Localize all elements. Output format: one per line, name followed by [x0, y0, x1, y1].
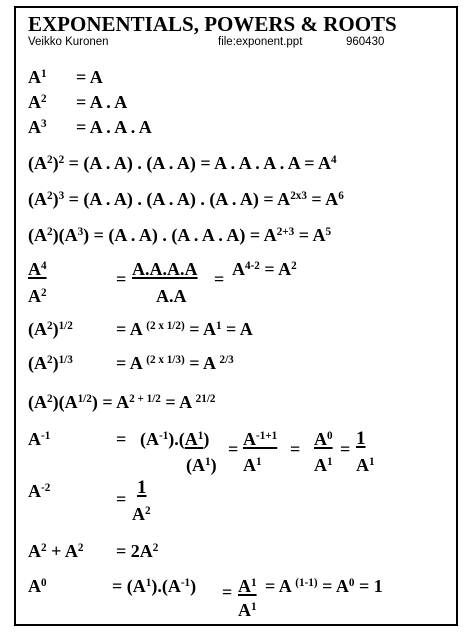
negative-exponent-g-num: $A^0$ — [314, 429, 333, 449]
equation-a2: $A^2$ — [28, 92, 47, 112]
negative-exponent-eq2: = — [228, 439, 239, 459]
equation-power-of-power-3: $(A^2)^3 = (A$ . A) . (A . A) . (A . $A) = A^{2x3} = A^6$ — [28, 189, 344, 209]
date-code: 960430 — [346, 36, 385, 48]
equation-a3: $A^3$ — [28, 117, 47, 137]
equation-square-root-rhs: = A $^{(2 x 1/2)} = A^1 = A$ — [116, 319, 253, 339]
negative-exponent-eq3: = — [290, 439, 301, 459]
negative-exponent-g-den: $A^1$ — [314, 455, 333, 475]
author: Veikko Kuronen — [28, 36, 109, 48]
quotient-middle-numerator: A.A.A.A — [132, 259, 198, 279]
equation-cube-root-lhs: $(A^2)^{1/3}$ — [28, 353, 73, 373]
reciprocal-square-eq: = — [116, 489, 127, 509]
sum-of-squares-rhs: = $2A^2$ — [116, 541, 159, 561]
negative-exponent-eq4: = — [340, 439, 351, 459]
equation-a3-rhs: = A . A . A — [76, 117, 152, 137]
quotient-equals-1: = — [116, 269, 127, 289]
quotient-middle-denominator: A.A — [156, 286, 187, 306]
quotient-equals-2: = — [214, 269, 225, 289]
zero-exponent-eq2: = — [222, 582, 233, 602]
equation-square-root-lhs: $(A^2)^{1/2}$ — [28, 319, 73, 339]
equation-a1-rhs: = A — [76, 67, 103, 87]
zero-exponent-product: = $(A^1).(A^{-1})$ — [112, 576, 197, 596]
equation-cube-root-rhs: = A $^{(2 x 1/3)}$ = A $^{2/3}$ — [116, 353, 234, 373]
negative-exponent-f-num: $A^{-1+1}$ — [243, 429, 278, 449]
negative-exponent-product: $(A^{-1}).(A^1)$ — [140, 429, 210, 449]
file-name: file:exponent.ppt — [218, 36, 303, 48]
quotient-denominator: $A^2$ — [28, 286, 47, 306]
quotient-result: $A^{4-2} = A^2$ — [232, 259, 297, 279]
zero-exponent-rhs: = A $^{(1-1)} = A^0 = 1$ — [265, 576, 383, 596]
equation-power-of-power-2: $(A^2)^2 = (A$ . A) . (A . A) = A . A . A . $A = A^4$ — [28, 153, 337, 173]
sum-of-squares-lhs: $A^2 + A^2$ — [28, 541, 84, 561]
equation-product-of-powers: $(A^2)(A^3) = (A$ . A) . (A . A . $A) = A^{2+3} = A^5$ — [28, 225, 332, 245]
reciprocal-square-num: 1 — [137, 477, 147, 498]
negative-exponent-h-den: $A^1$ — [356, 455, 375, 475]
negative-exponent-f-den: $A^1$ — [243, 455, 262, 475]
quotient-numerator: $A^4$ — [28, 259, 47, 279]
negative-exponent-eq: = — [116, 429, 127, 449]
reciprocal-square-den: $A^2$ — [132, 504, 151, 524]
page-title: EXPONENTIALS, POWERS & ROOTS — [28, 12, 397, 36]
equation-a1: $A^1$ — [28, 67, 47, 87]
negative-exponent-h-num: 1 — [356, 428, 366, 449]
zero-exponent-f-num: $A^1$ — [238, 576, 257, 596]
negative-exponent-denominator: $(A^1)$ — [186, 455, 217, 475]
reciprocal-square-lhs: $A^{-2}$ — [28, 481, 51, 501]
zero-exponent-f-den: $A^1$ — [238, 600, 257, 620]
equation-fractional-product: $(A^2)(A^{1/2}) = A^{2 + 1/2} = A$ $^{21/2}$ — [28, 392, 216, 412]
zero-exponent-lhs: $A^0$ — [28, 576, 47, 596]
negative-exponent-lhs: $A^{-1}$ — [28, 429, 51, 449]
equation-a2-rhs: = A . A — [76, 92, 128, 112]
